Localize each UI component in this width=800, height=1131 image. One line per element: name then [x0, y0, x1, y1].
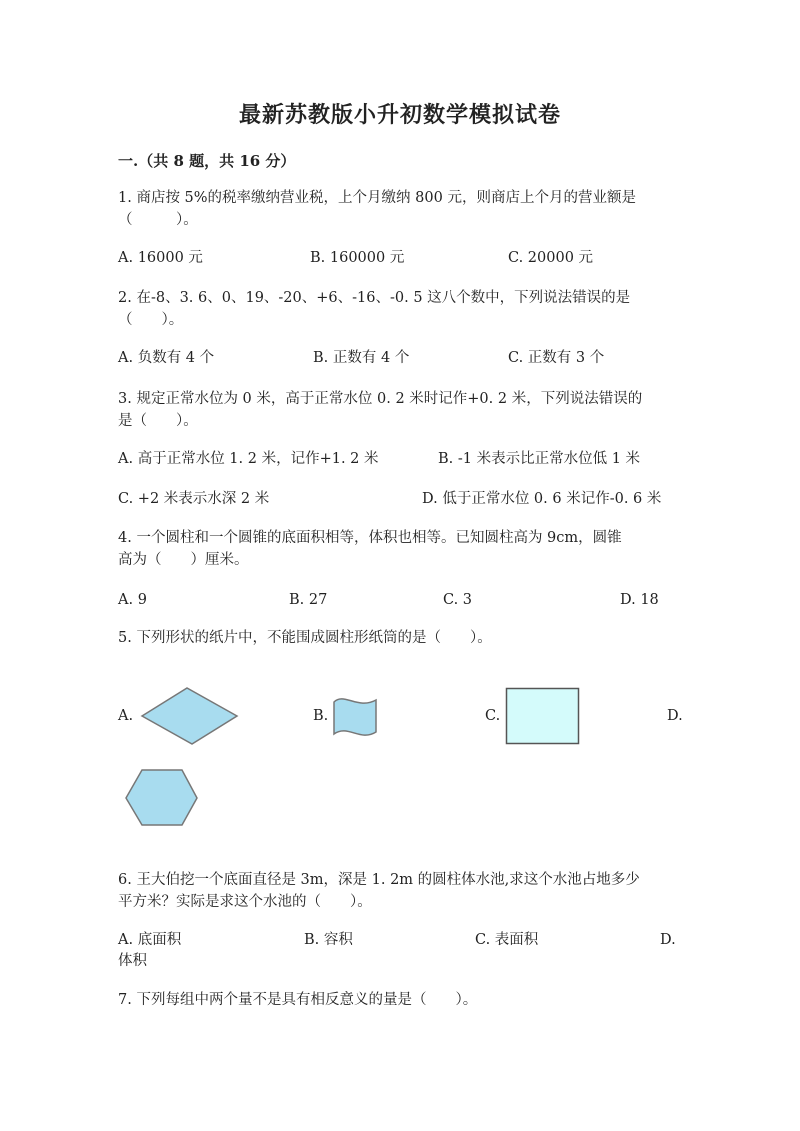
question-3-text — [118, 388, 678, 432]
section-heading: 一.（共 8 题，共 16 分） — [118, 152, 296, 170]
question-6-option-b[interactable]: B. 容积 — [304, 932, 353, 948]
question-2-text — [118, 287, 678, 331]
question-3-line-2: 是（ ）。 — [118, 413, 198, 429]
page-title: 最新苏教版小升初数学模拟试卷 — [238, 102, 561, 128]
question-5-option-b[interactable]: B. — [313, 708, 329, 724]
question-2-line-2: （ ）。 — [118, 312, 184, 328]
question-6-text — [118, 869, 678, 913]
question-6-option-d[interactable]: D. — [660, 932, 676, 948]
question-2-option-c[interactable]: C. 正数有 3 个 — [508, 350, 605, 366]
question-1-option-c[interactable]: C. 20000 元 — [508, 250, 594, 266]
question-7-line-1: 7. 下列每组中两个量不是具有相反意义的量是（ ）。 — [118, 992, 478, 1008]
question-2-line-1: 2. 在-8、3. 6、0、19、-20、+6、-16、-0. 5 这八个数中，下列说法错误的是 — [118, 290, 631, 306]
question-1-line-2: （ ）。 — [118, 212, 198, 228]
question-6-option-a[interactable]: A. 底面积 — [118, 932, 182, 948]
question-4-line-2: 高为（ ）厘米。 — [118, 552, 249, 568]
question-6-option-d-text: 体积 — [118, 953, 147, 969]
wavy-rectangle-shape — [330, 694, 380, 742]
question-7-text — [118, 989, 678, 1011]
question-3-option-d[interactable]: D. 低于正常水位 0. 6 米记作-0. 6 米 — [422, 491, 662, 507]
question-1-text — [118, 187, 678, 231]
question-6-line-2: 平方米？实际是求这个水池的（ ）。 — [118, 894, 372, 910]
question-1-option-b[interactable]: B. 160000 元 — [310, 250, 405, 266]
question-3-option-b[interactable]: B. -1 米表示比正常水位低 1 米 — [438, 451, 641, 467]
question-6-option-c[interactable]: C. 表面积 — [475, 932, 539, 948]
question-4-option-b[interactable]: B. 27 — [289, 592, 328, 608]
rectangle-shape — [505, 687, 581, 745]
rhombus-shape — [140, 686, 240, 746]
question-5-text — [118, 627, 678, 649]
question-5-option-d[interactable]: D. — [667, 708, 683, 724]
question-4-option-d[interactable]: D. 18 — [620, 592, 659, 608]
question-1-line-1: 1. 商店按 5%的税率缴纳营业税，上个月缴纳 800 元，则商店上个月的营业额是 — [118, 190, 636, 206]
hexagon-shape — [124, 768, 200, 828]
question-5-option-a[interactable]: A. — [118, 708, 134, 724]
question-5-line-1: 5. 下列形状的纸片中，不能围成圆柱形纸筒的是（ ）。 — [118, 630, 492, 646]
question-4-option-a[interactable]: A. 9 — [118, 592, 147, 608]
question-3-option-a[interactable]: A. 高于正常水位 1. 2 米，记作+1. 2 米 — [118, 451, 379, 467]
question-6-line-1: 6. 王大伯挖一个底面直径是 3m，深是 1. 2m 的圆柱体水池,求这个水池占地多少 — [118, 872, 640, 888]
question-1-option-a[interactable]: A. 16000 元 — [118, 250, 203, 266]
question-5-option-c[interactable]: C. — [485, 708, 501, 724]
question-3-line-1: 3. 规定正常水位为 0 米，高于正常水位 0. 2 米时记作+0. 2 米，下列说法错误的 — [118, 391, 643, 407]
question-2-option-a[interactable]: A. 负数有 4 个 — [118, 350, 215, 366]
question-4-option-c[interactable]: C. 3 — [443, 592, 473, 608]
question-4-line-1: 4. 一个圆柱和一个圆锥的底面积相等，体积也相等。已知圆柱高为 9cm，圆锥 — [118, 530, 622, 546]
question-4-text — [118, 527, 678, 571]
question-3-option-c[interactable]: C. +2 米表示水深 2 米 — [118, 491, 270, 507]
question-2-option-b[interactable]: B. 正数有 4 个 — [313, 350, 410, 366]
